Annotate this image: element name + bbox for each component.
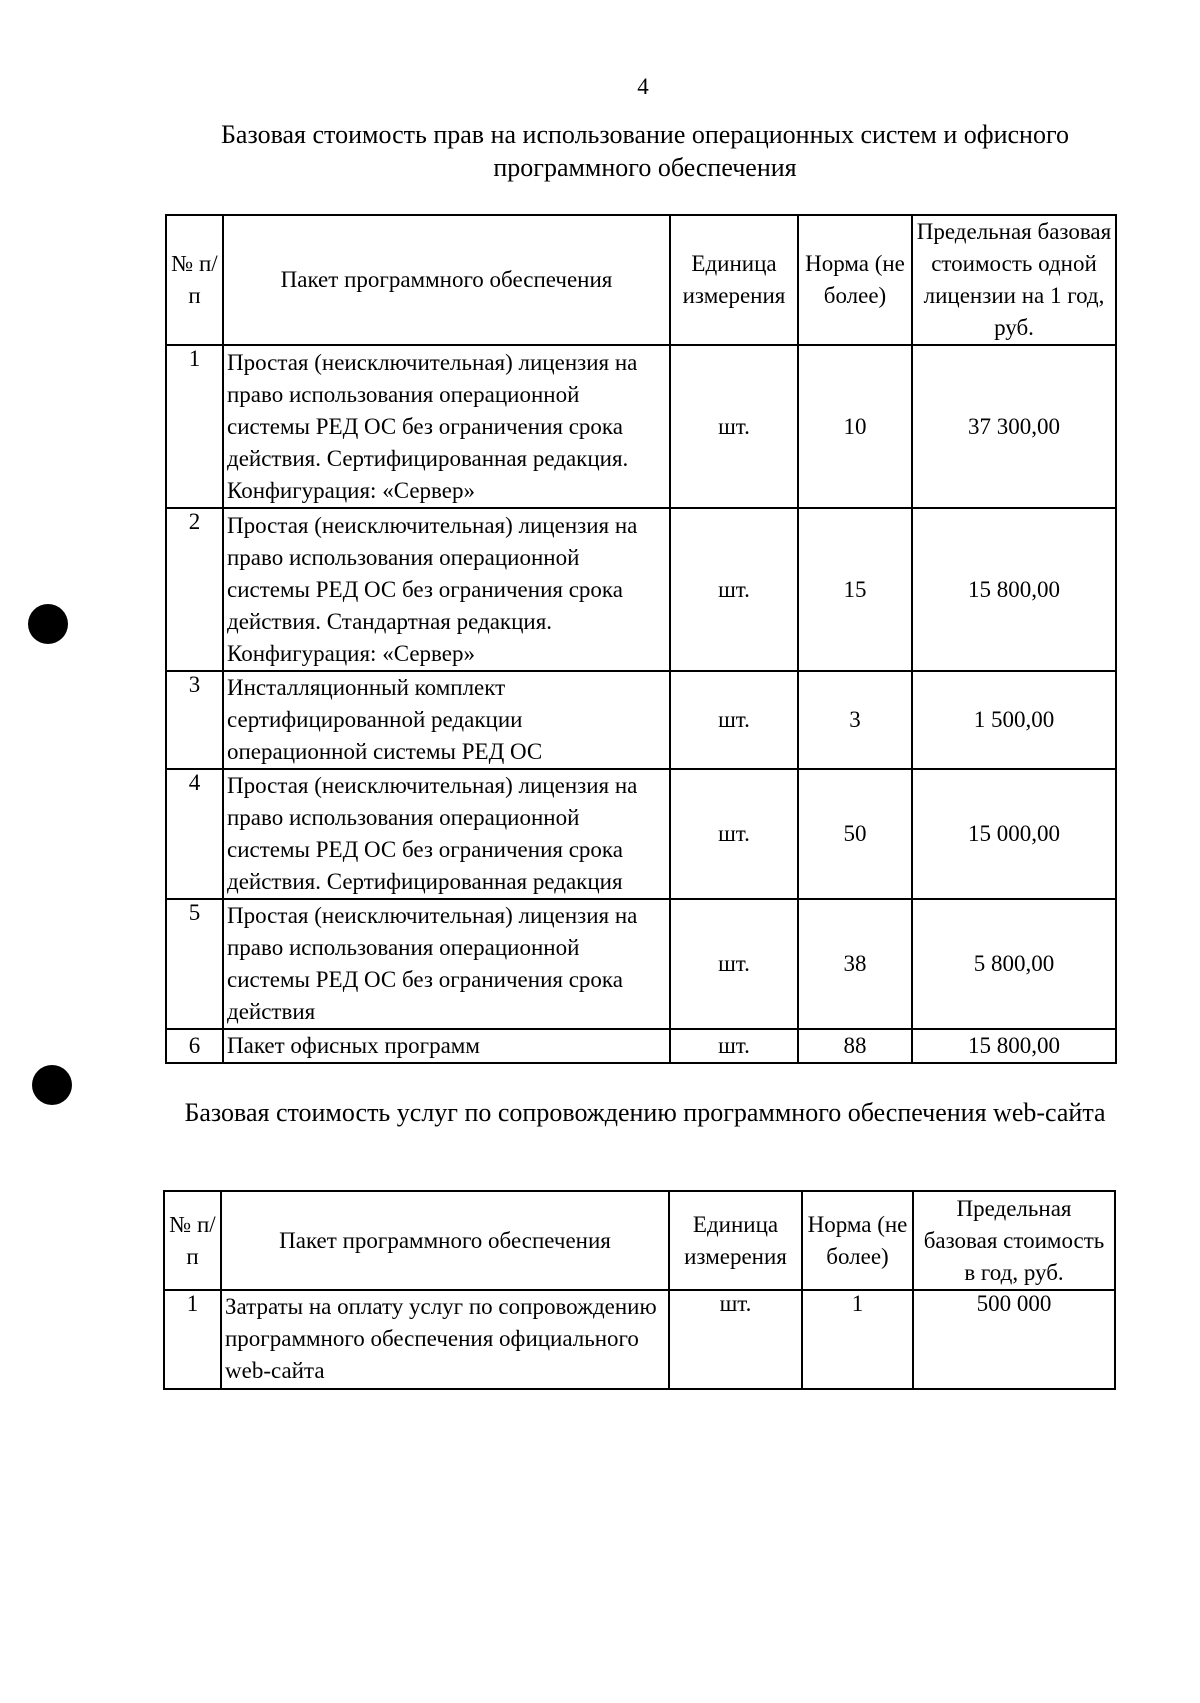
row-price: 5 800,00 [912, 899, 1116, 1029]
table-row [164, 1290, 1115, 1389]
header-unit: Единица измерения [670, 215, 798, 345]
header-package: Пакет программного обеспечения [221, 1191, 669, 1290]
table-header-row [166, 215, 1116, 345]
row-package: Простая (неисключительная) лицензия на право использования операционной системы РЕД ОС без ограничения срока действия. Сертифицированная редакция. Конфигурация: «Сервер» [223, 345, 670, 508]
table-row [166, 671, 1116, 769]
row-num: 1 [166, 345, 223, 508]
table-row [166, 1029, 1116, 1063]
row-unit: шт. [670, 671, 798, 769]
header-norm: Норма (не более) [798, 215, 912, 345]
row-norm: 1 [802, 1290, 913, 1389]
row-norm: 3 [798, 671, 912, 769]
row-unit: шт. [670, 1029, 798, 1063]
row-norm: 10 [798, 345, 912, 508]
table-row [166, 769, 1116, 899]
row-price: 15 000,00 [912, 769, 1116, 899]
row-package: Простая (неисключительная) лицензия на право использования операционной системы РЕД ОС без ограничения срока действия. Сертифицированная редакция [223, 769, 670, 899]
row-unit: шт. [670, 899, 798, 1029]
row-unit: шт. [670, 769, 798, 899]
hole-punch-mark [28, 604, 68, 644]
row-num: 3 [166, 671, 223, 769]
table1-title: Базовая стоимость прав на использование операционных систем и офисного программного обеспечения [221, 120, 1069, 182]
header-price: Предельная базовая стоимость одной лицензии на 1 год, руб. [912, 215, 1116, 345]
row-num: 1 [164, 1290, 221, 1389]
header-price: Предельная базовая стоимость в год, руб. [913, 1191, 1115, 1290]
row-norm: 88 [798, 1029, 912, 1063]
software-license-cost-table [165, 214, 1117, 1064]
header-package: Пакет программного обеспечения [223, 215, 670, 345]
row-num: 2 [166, 508, 223, 671]
table-row [166, 345, 1116, 508]
row-norm: 50 [798, 769, 912, 899]
row-price: 1 500,00 [912, 671, 1116, 769]
row-package: Простая (неисключительная) лицензия на право использования операционной системы РЕД ОС без ограничения срока действия. Стандартная редакция. Конфигурация: «Сервер» [223, 508, 670, 671]
row-unit: шт. [670, 508, 798, 671]
table2-title: Базовая стоимость услуг по сопровождению программного обеспечения web-сайта [184, 1098, 1106, 1127]
row-package: Простая (неисключительная) лицензия на право использования операционной системы РЕД ОС без ограничения срока действия [223, 899, 670, 1029]
row-price: 15 800,00 [912, 508, 1116, 671]
table-row [166, 508, 1116, 671]
row-norm: 38 [798, 899, 912, 1029]
row-norm: 15 [798, 508, 912, 671]
row-unit: шт. [669, 1290, 802, 1389]
table-header-row [164, 1191, 1115, 1290]
row-num: 4 [166, 769, 223, 899]
row-num: 6 [166, 1029, 223, 1063]
website-support-cost-table [163, 1190, 1116, 1390]
row-unit: шт. [670, 345, 798, 508]
header-num: № п/п [166, 215, 223, 345]
row-package: Пакет офисных программ [223, 1029, 670, 1063]
page-number: 4 [637, 74, 649, 99]
header-unit: Единица измерения [669, 1191, 802, 1290]
row-package: Затраты на оплату услуг по сопровождению программного обеспечения официального web-сайта [221, 1290, 669, 1389]
row-price: 37 300,00 [912, 345, 1116, 508]
row-package: Инсталляционный комплект сертифицированной редакции операционной системы РЕД ОС [223, 671, 670, 769]
hole-punch-mark [32, 1065, 72, 1105]
header-num: № п/п [164, 1191, 221, 1290]
row-price: 15 800,00 [912, 1029, 1116, 1063]
row-num: 5 [166, 899, 223, 1029]
row-price: 500 000 [913, 1290, 1115, 1389]
header-norm: Норма (не более) [802, 1191, 913, 1290]
table-row [166, 899, 1116, 1029]
